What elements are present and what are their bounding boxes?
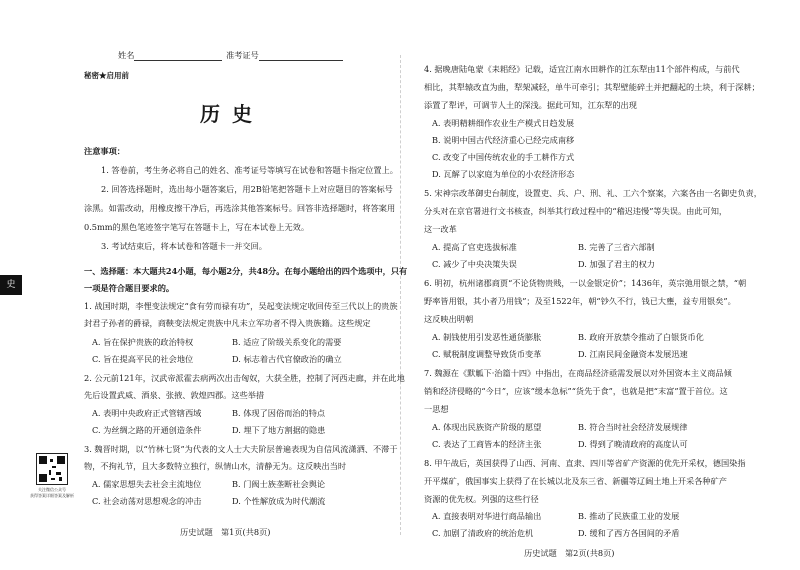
notice-line: 涂黑。如需改动，用橡皮擦干净后，再选涂其他答案标号。回答非选择题时，将答案用 <box>84 203 396 213</box>
question-1-line: 1. 战国时期，李悝变法规定“食有劳而禄有功”，吴起变法规定收回传至三代以上的贵族 <box>84 301 398 311</box>
question-8-line: 资源的优先权。列强的这些行径 <box>424 494 539 504</box>
page-footer: 历史试题 第2页(共8页) <box>524 548 615 558</box>
q3-option-a: A. 儒家思想失去社会主流地位 <box>92 479 202 489</box>
qr-caption-sub: 获得答案详细答案及解析 <box>30 493 74 498</box>
q3-option-d: D. 个性解放成为时代潮流 <box>232 496 326 506</box>
question-5-line: 这一改革 <box>424 224 457 234</box>
secret-mark: 秘密★启用前 <box>84 71 129 80</box>
question-7-line: 7. 魏源在《默觚下·治篇十四》中指出，在商品经济亟需发展以对外国资本主义商品倾 <box>424 368 732 378</box>
id-label: 准考证号 <box>226 50 259 60</box>
q2-option-a: A. 表明中央政府正式管辖西域 <box>92 408 202 418</box>
q8-option-c: C. 加剧了清政府的统治危机 <box>432 528 534 538</box>
name-label: 姓名 <box>118 50 135 60</box>
q2-option-b: B. 体现了因俗而治的特点 <box>232 408 326 418</box>
question-6-line: 这反映出明朝 <box>424 314 474 324</box>
question-3-line: 物，不拘礼节，且大多数特立独行，纵情山水，清静无为。这反映出当时 <box>84 461 347 471</box>
q2-option-c: C. 为丝绸之路的开通创造条件 <box>92 425 202 435</box>
notice-line: 1. 答卷前，考生务必将自己的姓名、准考证号等填写在试卷和答题卡指定位置上。 <box>101 165 398 175</box>
name-field <box>118 50 222 61</box>
name-blank <box>134 51 222 61</box>
question-5-line: 5. 宋神宗改革御史台制度，设置吏、兵、户、刑、礼、工六个察案，六案各由一名御史负责， <box>424 188 762 198</box>
q8-option-a: A. 直接表明对华进行商品输出 <box>432 511 542 521</box>
question-3-line: 3. 魏晋时期，以“竹林七贤”为代表的文人士大夫阶层普遍表现为自信风流潇洒、不滞于 <box>84 444 398 454</box>
q3-option-c: C. 社会动荡对思想观念的冲击 <box>92 496 202 506</box>
q8-option-b: B. 推动了民族重工业的发展 <box>578 511 680 521</box>
question-2-line: 2. 公元前121年，汉武帝派霍去病两次出击匈奴，大获全胜，控制了河西走廊，并在此地 <box>84 373 405 383</box>
id-field <box>226 50 343 61</box>
question-7-line: 销和经济侵略的“今日”，应该“缓本急标”“货先于食”，也就是把“末富”置于首位。这 <box>424 386 728 396</box>
q7-option-a: A. 体现出民族资产阶级的愿望 <box>432 422 542 432</box>
section-title-cont: 一项是符合题目要求的。 <box>84 283 175 293</box>
right-page <box>400 0 800 570</box>
question-4-line: 相比，其犁辕改直为曲，犁架减轻，单牛可牵引；其犁壁能碎土并把翻起的土块，利于深耕； <box>424 82 760 92</box>
q5-option-b: B. 完善了三省六部制 <box>578 242 655 252</box>
q6-option-b: B. 政府开放禁令推动了白银货币化 <box>578 332 704 342</box>
q6-option-c: C. 赋税制度调整导致货币变革 <box>432 349 542 359</box>
question-2-line: 先后设置武威、酒泉、张掖、敦煌四郡。这些举措 <box>84 390 265 400</box>
q4-option-d: D. 瓦解了以家庭为单位的小农经济形态 <box>432 169 575 179</box>
question-8-line: 开平煤矿，俄国事实上获得了在长城以北及东三省、新疆等辽阔土地上开采各种矿产 <box>424 476 727 486</box>
page-footer: 历史试题 第1页(共8页) <box>180 527 271 537</box>
question-8-line: 8. 甲午战后，英国获得了山西、河南、直隶、四川等省矿产资源的优先开采权，德国染指 <box>424 458 746 468</box>
q4-option-b: B. 说明中国古代经济重心已经完成南移 <box>432 135 575 145</box>
q5-option-a: A. 提高了官吏选拔标准 <box>432 242 517 252</box>
qr-code-icon <box>36 453 68 485</box>
notice-line: 0.5mm的黑色笔迹签字笔写在答题卡上，写在本试卷上无效。 <box>84 222 310 232</box>
q1-option-d: D. 标志着古代官僚政治的确立 <box>232 354 342 364</box>
q1-option-a: A. 旨在保护贵族的政治特权 <box>92 337 194 347</box>
q6-option-d: D. 江南民间金融资本发展迅速 <box>578 349 688 359</box>
q4-option-c: C. 改变了中国传统农业的手工耕作方式 <box>432 152 575 162</box>
question-4-line: 添置了犁评，可调节人土的深浅。据此可知，江东犁的出现 <box>424 100 637 110</box>
q3-option-b: B. 门阀士族垄断社会舆论 <box>232 479 326 489</box>
q6-option-a: A. 制钱使用引发恶性通货膨胀 <box>432 332 542 342</box>
q8-option-d: D. 缓和了西方各国间的矛盾 <box>578 528 680 538</box>
qr-caption: 关注微信公众号 <box>38 487 66 492</box>
question-1-line: 封君子孙者的爵禄，商鞅变法规定贵族中凡未立军功者不得入贵族籍。这些规定 <box>84 318 371 328</box>
q7-option-b: B. 符合当时社会经济发展规律 <box>578 422 688 432</box>
q1-option-b: B. 适应了阶级关系变化的需要 <box>232 337 342 347</box>
exam-title: 历史 <box>200 102 264 126</box>
q7-option-d: D. 得到了晚清政府的高度认可 <box>578 439 688 449</box>
question-4-line: 4. 据晚唐陆龟蒙《耒耜经》记载，适宜江南水田耕作的江东犁由11个部件构成，与前代 <box>424 64 740 74</box>
q2-option-d: D. 埋下了地方割据的隐患 <box>232 425 326 435</box>
notice-line: 3. 考试结束后，将本试卷和答题卡一并交回。 <box>101 241 267 251</box>
notice-line: 2. 回答选择题时，选出每小题答案后，用2B铅笔把答题卡上对应题目的答案标号 <box>101 184 393 194</box>
question-6-line: 野率皆用银，其小者乃用钱”；及至1522年，朝“钞久不行，钱已大壅，益专用银矣”。 <box>424 296 736 306</box>
question-6-line: 6. 明初，杭州诸郡商贾“不论货物贵贱，一以金银定价”；1436年，英宗弛用银之禁，“朝 <box>424 278 747 288</box>
q1-option-c: C. 旨在提高平民的社会地位 <box>92 354 194 364</box>
section-title: 一、选择题：本大题共24小题，每小题2分，共48分。在每小题给出的四个选项中，只有 <box>84 266 408 276</box>
q5-option-d: D. 加强了君主的权力 <box>578 259 655 269</box>
q7-option-c: C. 表达了工商皆本的经济主张 <box>432 439 542 449</box>
question-5-line: 分头对在京官署进行文书核查，纠举其行政过程中的“稽迟违慢”等失误。由此可知， <box>424 206 728 216</box>
q4-option-a: A. 表明精耕细作农业生产模式日趋发展 <box>432 118 575 128</box>
subject-side-tab: 史 <box>0 275 22 295</box>
question-7-line: 一思想 <box>424 404 449 414</box>
q5-option-c: C. 减少了中央决策失误 <box>432 259 517 269</box>
id-blank <box>259 51 343 61</box>
notice-title: 注意事项： <box>84 146 125 156</box>
